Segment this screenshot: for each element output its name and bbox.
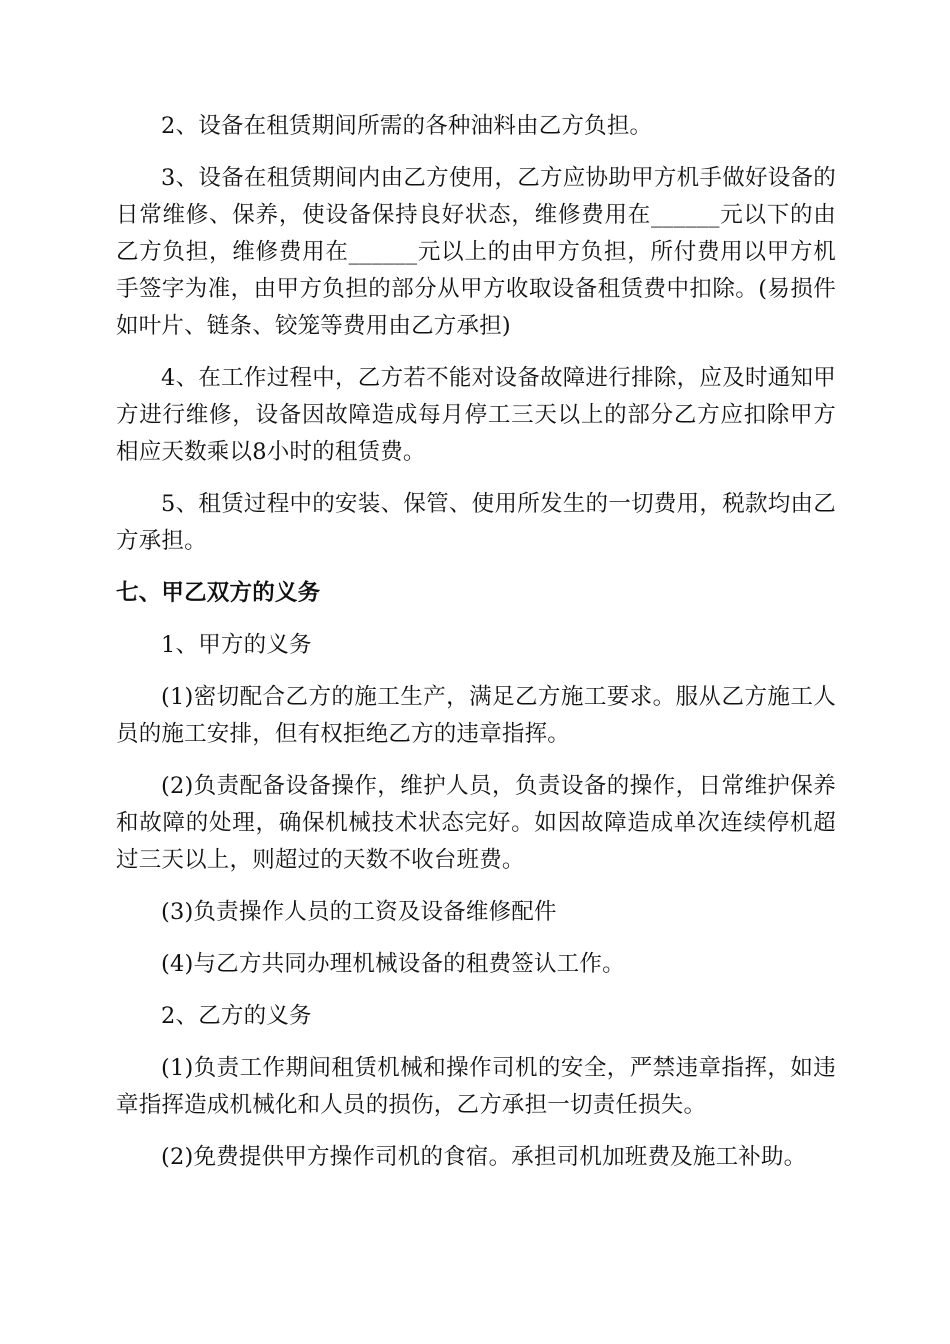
- party-a-item-1: (1)密切配合乙方的施工生产，满足乙方施工要求。服从乙方施工人员的施工安排，但有权拒绝乙方的违章指挥。: [116, 684, 836, 747]
- party-a-title: 1、甲方的义务: [161, 632, 312, 658]
- section-heading-obligations: 七、甲乙双方的义务: [116, 580, 321, 606]
- party-a-item-3: (3)负责操作人员的工资及设备维修配件: [161, 899, 557, 925]
- party-b-item-2: (2)免费提供甲方操作司机的食宿。承担司机加班费及施工补助。: [161, 1144, 807, 1170]
- clause-3-maintenance: 3、设备在租赁期间内由乙方使用，乙方应协助甲方机手做好设备的日常维修、保养，使设备保持良好状态，维修费用在______元以下的由乙方负担，维修费用在______元以上的由甲方负担，所付费用以甲方机手签字为准，由甲方负担的部分从甲方收取设备租赁费中扣除。(易损件如叶片、链条、铰笼等费用由乙方承担): [116, 165, 836, 339]
- document-body: [116, 108, 836, 1191]
- party-a-item-4: (4)与乙方共同办理机械设备的租费签认工作。: [161, 951, 625, 977]
- clause-2-fuel: 2、设备在租赁期间所需的各种油料由乙方负担。: [161, 113, 653, 139]
- clause-5-costs: 5、租赁过程中的安装、保管、使用所发生的一切费用，税款均由乙方承担。: [116, 491, 836, 554]
- clause-4-breakdown: 4、在工作过程中，乙方若不能对设备故障进行排除，应及时通知甲方进行维修，设备因故障造成每月停工三天以上的部分乙方应扣除甲方相应天数乘以8小时的租赁费。: [116, 365, 836, 465]
- party-b-title: 2、乙方的义务: [161, 1003, 312, 1029]
- party-b-item-1: (1)负责工作期间租赁机械和操作司机的安全，严禁违章指挥，如违章指挥造成机械化和人员的损伤，乙方承担一切责任损失。: [116, 1055, 836, 1118]
- party-a-item-2: (2)负责配备设备操作，维护人员，负责设备的操作，日常维护保养和故障的处理，确保机械技术状态完好。如因故障造成单次连续停机超过三天以上，则超过的天数不收台班费。: [116, 773, 836, 873]
